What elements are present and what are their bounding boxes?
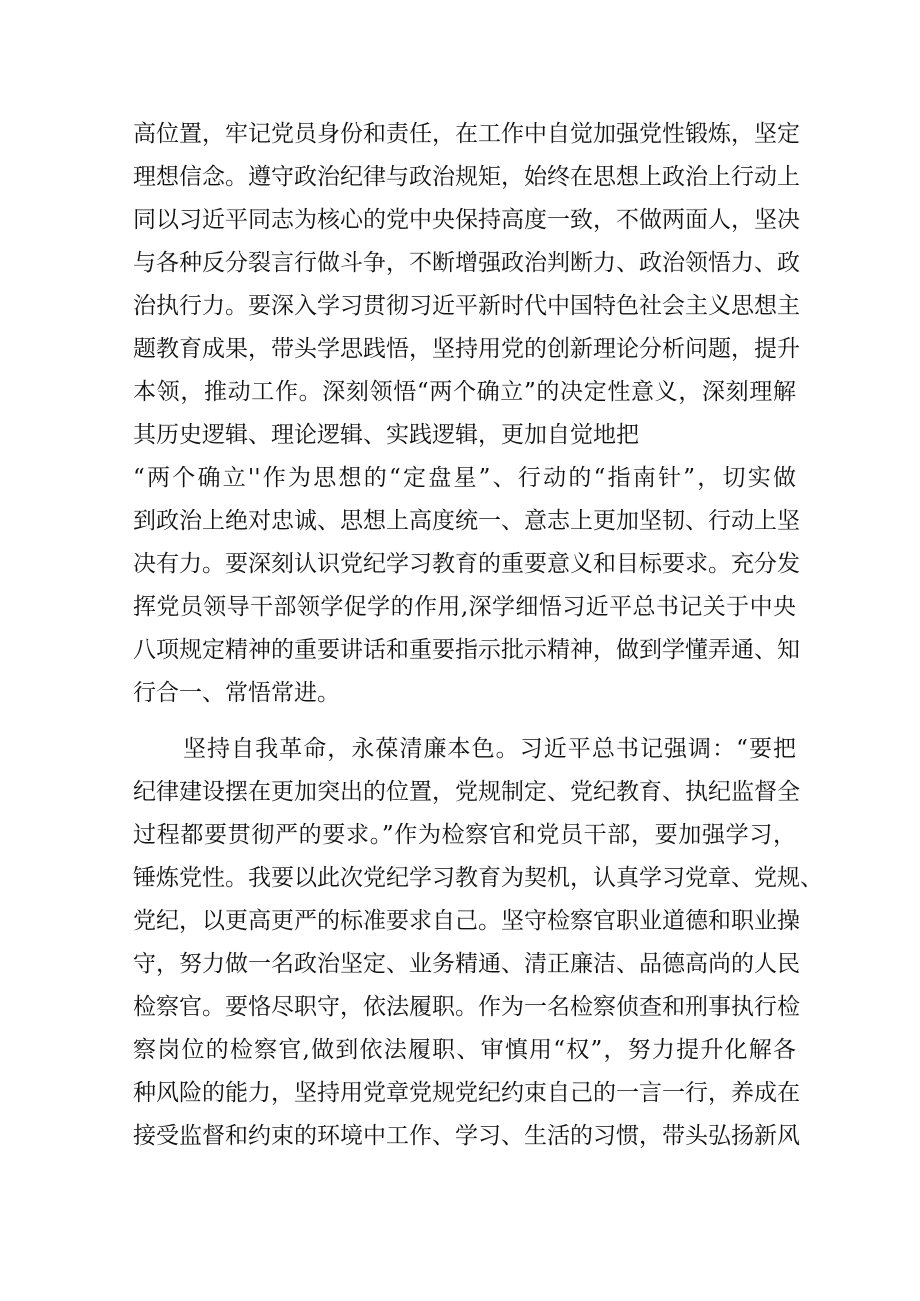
text-line: 与各种反分裂言行做斗争，不断增强政治判断力、政治领悟力、政 (133, 250, 800, 276)
text-line: 决有力。要深刻认识党纪学习教育的重要意义和目标要求。充分发 (133, 551, 800, 577)
text-line: 行合一、常悟常进。 (133, 680, 340, 706)
text-line: 到政治上绝对忠诚、思想上高度统一、意志上更加坚韧、行动上坚 (133, 508, 800, 534)
text-line: 治执行力。要深入学习贯彻习近平新时代中国特色社会主义思想主 (133, 293, 800, 319)
text-line: 本领，推动工作。深刻领悟“两个确立”的决定性意义，深刻理解 (133, 379, 796, 405)
text-line: 八项规定精神的重要讲话和重要指示批示精神，做到学懂弄通、知 (133, 637, 800, 663)
text-line: 守，努力做一名政治坚定、业务精通、清正廉洁、品德高尚的人民 (133, 951, 800, 977)
text-line: 纪律建设摆在更加突出的位置，党规制定、党纪教育、执纪监督全 (133, 779, 800, 805)
text-line: 高位置，牢记党员身份和责任，在工作中自觉加强党性锻炼，坚定 (133, 121, 800, 147)
text-line: 坚持自我革命，永葆清廉本色。习近平总书记强调：“要把 (183, 736, 796, 762)
text-line: 接受监督和约束的环境中工作、学习、生活的习惯，带头弘扬新风 (133, 1123, 800, 1149)
text-line: 种风险的能力，坚持用党章党规党纪约束自己的一言一行，养成在 (133, 1080, 800, 1106)
text-line: 同以习近平同志为核心的党中央保持高度一致，不做两面人，坚决 (133, 207, 800, 233)
text-line: 挥党员领导干部领学促学的作用,深学细悟习近平总书记关于中央 (133, 594, 796, 620)
text-line: 察岗位的检察官,做到依法履职、审慎用“权”，努力提升化解各 (133, 1037, 796, 1063)
text-line: 党纪，以更高更严的标准要求自己。坚守检察官职业道德和职业操 (133, 908, 800, 934)
text-line: 检察官。要恪尽职守，依法履职。作为一名检察侦查和刑事执行检 (133, 994, 800, 1020)
text-line: “两个确立''作为思想的“定盘星”、行动的“指南针”，切实做 (133, 465, 796, 491)
text-line: 过程都要贯彻严的要求。”作为检察官和党员干部，要加强学习， (133, 822, 796, 848)
text-line: 题教育成果，带头学思践悟，坚持用党的创新理论分析问题，提升 (133, 336, 800, 362)
text-line: 锤炼党性。我要以此次党纪学习教育为契机，认真学习党章、党规、 (133, 865, 823, 891)
text-line: 理想信念。遵守政治纪律与政治规矩，始终在思想上政治上行动上 (133, 164, 800, 190)
text-line: 其历史逻辑、理论逻辑、实践逻辑，更加自觉地把 (133, 422, 639, 448)
